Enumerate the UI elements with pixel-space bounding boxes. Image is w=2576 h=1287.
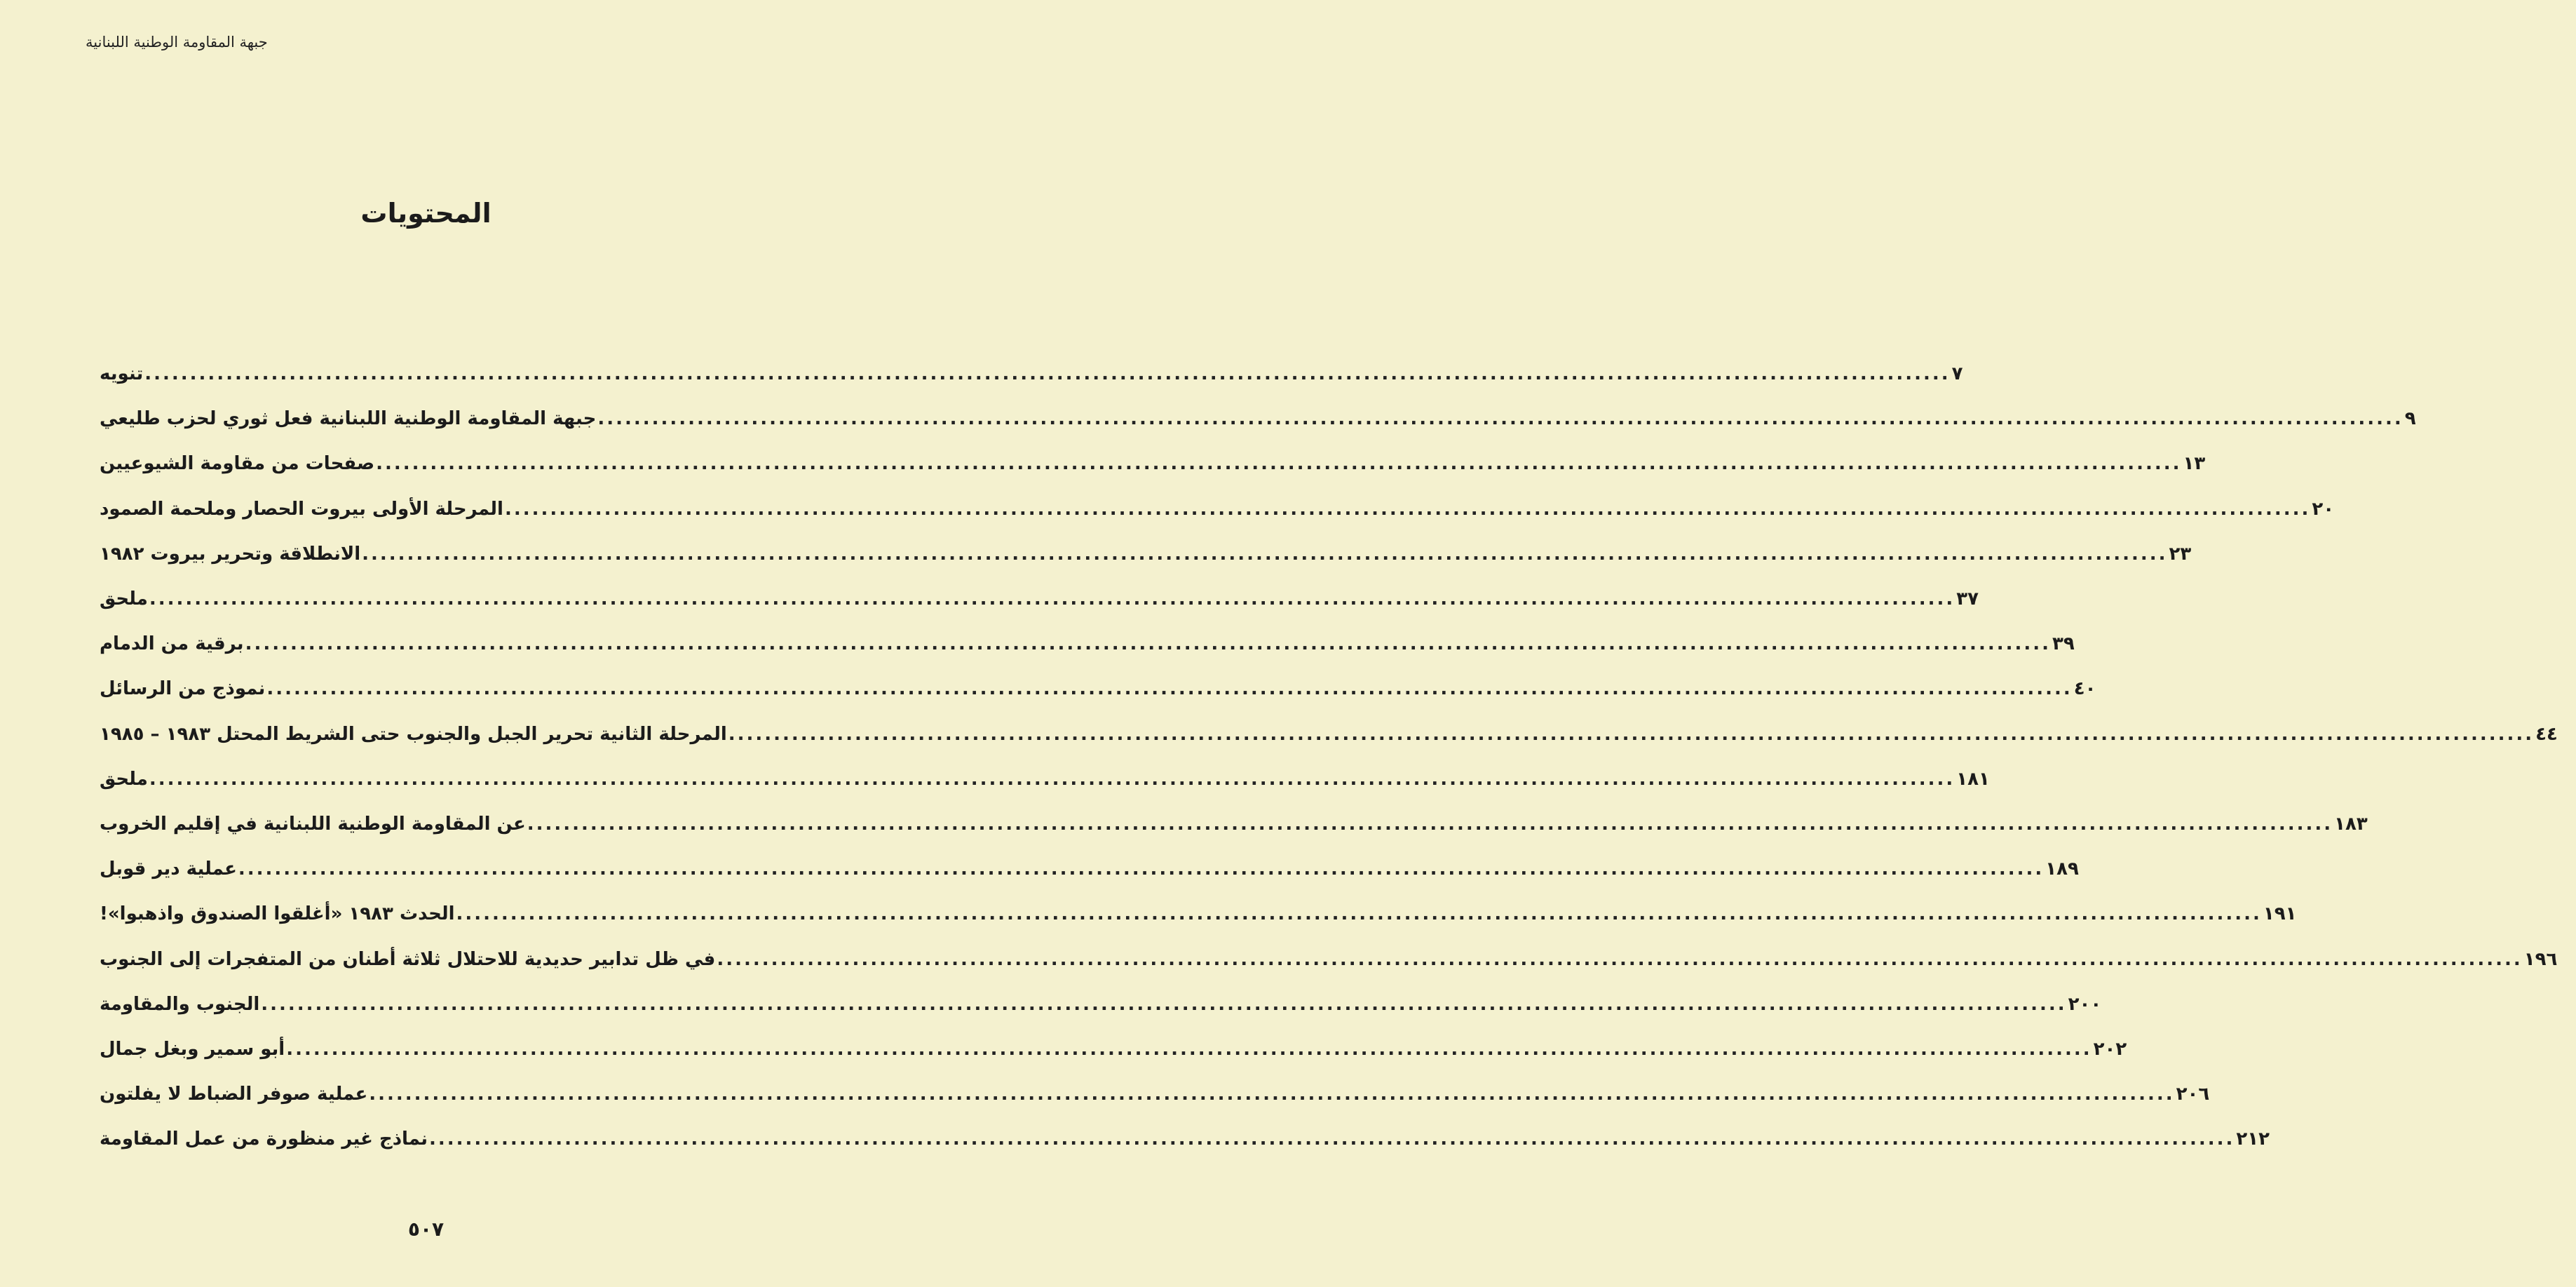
toc-entry xyxy=(95,408,2416,436)
toc-entry-title: ملحق xyxy=(100,588,148,609)
show-through-line xyxy=(105,98,799,115)
dot-leader: ........................................................................................................................................................................................................ xyxy=(728,723,2535,745)
toc-entry xyxy=(95,543,2192,572)
toc-entry-page: ٢٠٦ xyxy=(2176,1084,2210,1105)
toc-entry xyxy=(95,498,2335,527)
toc-entry xyxy=(95,1128,2270,1157)
toc-entry-title: عملية صوفر الضباط لا يفلتون xyxy=(100,1084,368,1105)
dot-leader: ........................................................................................................................................................................................................ xyxy=(429,1128,2235,1150)
toc-entry xyxy=(95,723,2558,752)
running-header: جبهة المقاومة الوطنية اللبنانية xyxy=(86,34,268,50)
toc-entry-title: عملية دير قوبل xyxy=(100,858,237,880)
toc-entry-title: الانطلاقة وتحرير بيروت ١٩٨٢ xyxy=(100,543,361,565)
toc-entry-page: ٤٤ xyxy=(2535,723,2558,745)
toc-entry-title: برقية من الدمام xyxy=(100,633,244,655)
dot-leader: ........................................................................................................................................................................................................ xyxy=(149,768,1955,790)
toc-entry-page: ٢٠٠ xyxy=(2068,993,2102,1015)
toc-entry xyxy=(95,993,2102,1022)
toc-entry xyxy=(95,903,2297,931)
toc-entry xyxy=(95,633,2075,661)
toc-entry-page: ٢١٢ xyxy=(2236,1128,2270,1150)
toc-entry-page: ٧ xyxy=(1951,363,1963,384)
toc-entry-title: المرحلة الثانية تحرير الجبل والجنوب حتى الشريط المحتل ١٩٨٣ – ١٩٨٥ xyxy=(100,723,727,745)
toc-entry-page: ٢٠٢ xyxy=(2093,1039,2127,1060)
dot-leader: ........................................................................................................................................................................................................ xyxy=(238,858,2045,880)
toc-entry-page: ١٨٣ xyxy=(2334,814,2368,835)
toc-entry xyxy=(95,678,2096,706)
toc-entry xyxy=(95,1039,2127,1067)
dot-leader: ........................................................................................................................................................................................................ xyxy=(376,453,2182,475)
toc-entry-page: ٩ xyxy=(2404,408,2416,430)
toc-entry-page: ٣٧ xyxy=(1956,588,1979,609)
toc-entry-title: عن المقاومة الوطنية اللبنانية في إقليم الخروب xyxy=(100,814,526,835)
toc-entry xyxy=(95,858,2079,887)
dot-leader: ........................................................................................................................................................................................................ xyxy=(527,814,2333,835)
toc-entry-title: تنويه xyxy=(100,363,144,384)
toc-entry-title: نموذج من الرسائل xyxy=(100,678,266,700)
page-title: المحتويات xyxy=(360,198,492,229)
toc-entry xyxy=(95,453,2206,481)
toc-entry-page: ١٨١ xyxy=(1956,768,1990,790)
dot-leader: ........................................................................................................................................................................................................ xyxy=(456,903,2262,925)
toc-entry-page: ٣٩ xyxy=(2052,633,2075,655)
dot-leader: ........................................................................................................................................................................................................ xyxy=(362,543,2168,565)
dot-leader: ........................................................................................................................................................................................................ xyxy=(144,363,1951,384)
dot-leader: ........................................................................................................................................................................................................ xyxy=(597,408,2404,430)
toc-entry-page: ١٩٦ xyxy=(2523,948,2558,970)
toc-entry xyxy=(95,588,1979,616)
toc-entry-title: في ظل تدابير حديدية للاحتلال ثلاثة أطنان من المتفجرات إلى الجنوب xyxy=(100,948,716,970)
toc-entry-page: ١٩١ xyxy=(2263,903,2297,925)
dot-leader: ........................................................................................................................................................................................................ xyxy=(245,633,2051,655)
toc-entry xyxy=(95,768,1990,797)
toc-entry-title: ملحق xyxy=(100,768,148,790)
toc-entry xyxy=(95,1084,2210,1112)
toc-entry-title: المرحلة الأولى بيروت الحصار وملحمة الصمود xyxy=(100,498,503,520)
toc-entry-page: ١٣ xyxy=(2183,453,2206,475)
toc-entry-page: ١٨٩ xyxy=(2045,858,2079,880)
page-number: ٥٠٧ xyxy=(407,1218,445,1241)
toc-entry xyxy=(95,363,1963,391)
dot-leader: ........................................................................................................................................................................................................ xyxy=(369,1084,2175,1105)
toc-entry-title: نماذج غير منظورة من عمل المقاومة xyxy=(100,1128,428,1150)
toc-entry-page: ٢٠ xyxy=(2312,498,2335,520)
dot-leader: ........................................................................................................................................................................................................ xyxy=(504,498,2311,520)
dot-leader: ........................................................................................................................................................................................................ xyxy=(717,948,2523,970)
dot-leader: ........................................................................................................................................................................................................ xyxy=(149,588,1955,609)
toc-entry-title: الحدث ١٩٨٣ «أغلقوا الصندوق واذهبوا»! xyxy=(100,903,455,925)
toc-entry-title: أبو سمير وبغل جمال xyxy=(100,1039,285,1060)
dot-leader: ........................................................................................................................................................................................................ xyxy=(261,993,2067,1015)
toc-entry xyxy=(95,814,2368,842)
toc-entry xyxy=(95,948,2558,977)
toc-entry-title: صفحات من مقاومة الشيوعيين xyxy=(100,453,375,475)
toc-entry-title: جبهة المقاومة الوطنية اللبنانية فعل ثوري لحزب طليعي xyxy=(100,408,597,430)
dot-leader: ........................................................................................................................................................................................................ xyxy=(286,1039,2092,1060)
toc-entry-page: ٢٣ xyxy=(2169,543,2192,565)
dot-leader: ........................................................................................................................................................................................................ xyxy=(266,678,2073,700)
toc-entry-page: ٤٠ xyxy=(2073,678,2096,700)
toc-entry-title: الجنوب والمقاومة xyxy=(100,993,260,1015)
